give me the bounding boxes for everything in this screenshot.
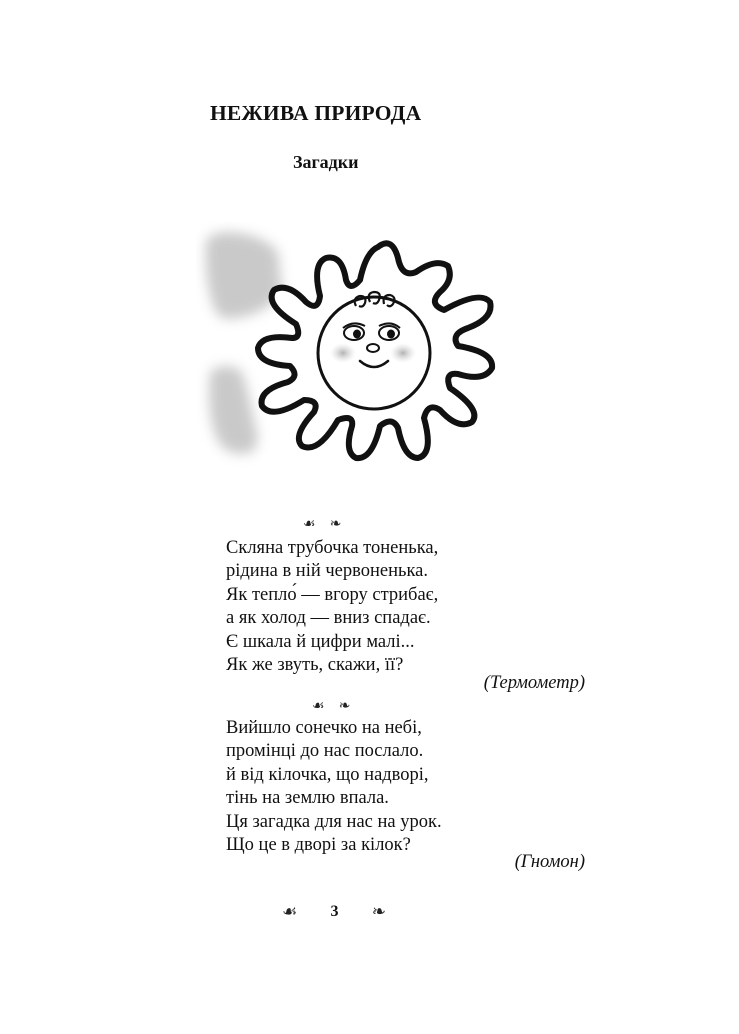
page-subtitle: Загадки	[293, 152, 359, 172]
riddle-gnomon	[226, 717, 586, 857]
riddle-answer: (Гномон)	[514, 852, 585, 872]
left-fleuron-icon: ☙	[312, 698, 325, 714]
left-fleuron-icon: ☙	[303, 516, 316, 532]
riddle-line: промінці до нас послало.	[226, 741, 424, 762]
riddle-line: а як холод — вниз спадає.	[226, 608, 431, 629]
riddle-line: Скляна трубочка тоненька,	[226, 538, 439, 558]
riddle-line: тінь на землю впала.	[226, 788, 389, 809]
page-number: 3	[330, 903, 339, 920]
riddle-answer: (Термометр)	[483, 673, 585, 693]
right-fleuron-icon: ❧	[329, 516, 342, 532]
riddle-line: Ця загадка для нас на урок.	[226, 811, 442, 832]
riddle-line: Є шкала й цифри малі...	[226, 631, 415, 652]
sun-illustration	[196, 222, 506, 482]
riddle-line: Як тепло́ — вгору стрибає,	[226, 584, 439, 605]
sun-nose	[367, 344, 379, 352]
page-footer	[282, 902, 386, 922]
ornament-divider	[303, 516, 341, 532]
ornament-divider	[312, 698, 350, 714]
right-fleuron-icon: ❧	[338, 698, 351, 714]
riddle-line: Вийшло сонечко на небі,	[226, 718, 422, 738]
left-fleuron-icon: ☙	[282, 902, 298, 922]
riddle-line: Що це в дворі за кілок?	[226, 835, 411, 856]
page-title: НЕЖИВА ПРИРОДА	[210, 101, 422, 125]
right-fleuron-icon: ❧	[371, 902, 386, 922]
riddle-line: рідина в ній червоненька.	[226, 561, 428, 582]
riddle-line: Як же звуть, скажи, її?	[226, 655, 404, 676]
riddle-line: й від кілочка, що надворі,	[226, 764, 429, 785]
riddle-thermometer	[226, 537, 586, 677]
